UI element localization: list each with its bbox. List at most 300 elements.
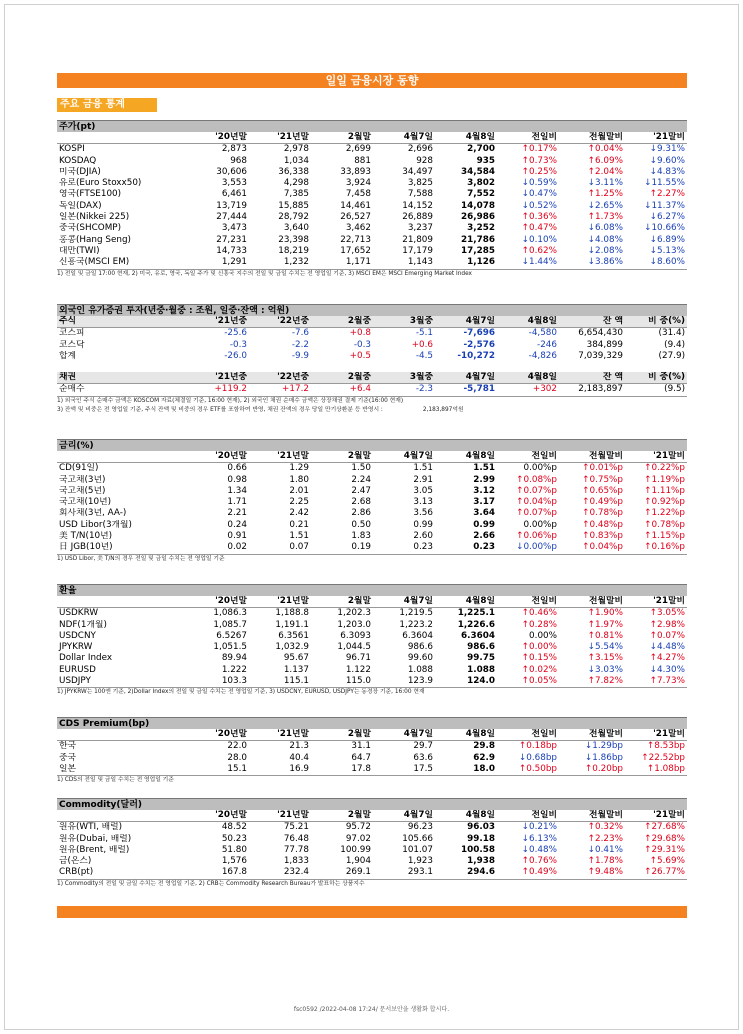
section-header: CDS Premium(bp) [57,717,687,729]
table-row [57,856,687,867]
cell-value: 27,444 [216,212,247,223]
cell-value: 3.17 [473,497,495,508]
spacer [57,362,687,372]
cell-value: 1,938 [467,856,495,867]
column-header: 잔 액 [559,372,625,384]
cell-value: 14,733 [216,245,247,256]
cell-value: ↑0.62% [521,245,557,256]
cell-value: 2,978 [283,144,309,155]
table-row [57,520,687,531]
section-header: 금리(%) [57,439,687,451]
column-header: 4월8일 [497,372,559,384]
cell-value: ↑0.07%p [516,485,557,496]
cell-value: ↑0.73% [521,155,557,166]
cell-value: 3,237 [407,223,433,234]
cell-value: ↓10.66% [644,223,685,234]
cell-value: 3,252 [467,223,495,234]
cell-value: ↑1.19%p [644,474,685,485]
cell-value: 33,893 [340,166,371,177]
footnote: 1) JPYKRW는 100엔 기준, 2)Dollar Index의 전일 및 금일 수치는 전 영업일 기준, 3) USDCNY, EURUSD, USDJPY는 동경장 기준, 16:00 현재 [57,687,687,696]
table-row [57,631,687,642]
section-header: 외국인 유가증권 투자(년중·월중 : 조원, 일중·잔액 : 억원) [57,304,687,316]
cell-value: ↑2.98% [649,619,685,630]
table-header-row [57,451,687,463]
cell-value: ↑2.23% [587,833,623,844]
column-header: 전일비 [497,810,559,822]
cell-value: -26.0 [224,350,247,361]
cell-value: 0.99 [473,519,495,530]
row-label: 합계 [59,350,76,361]
cell-value: 6,461 [221,189,247,200]
column-header: '20년말 [187,132,249,144]
cell-value: ↑6.09% [587,155,623,166]
cell-value: 1.088 [407,664,433,675]
data-table [57,810,687,879]
cell-value: ↑26.77% [644,867,685,878]
column-header: 4월7일 [373,132,435,144]
table-row [57,223,687,234]
table-row [57,676,687,687]
cell-value: 29.8 [473,741,495,752]
cell-value: ↓6.89% [649,234,685,245]
cell-value: 2.91 [413,474,433,485]
column-header: '21년말 [249,596,311,608]
cell-value: 1,086.3 [213,608,247,619]
table-row [57,167,687,178]
footnote: 1) CDS의 전일 및 금일 수치는 전 영업일 기준 [57,775,687,784]
commodity-section [57,798,687,888]
cell-value: 95.72 [345,822,371,833]
column-header: 전월말비 [559,451,625,463]
cell-value: 1.51 [473,463,495,474]
cell-value: -7.6 [291,328,309,339]
cell-value: 269.1 [345,867,371,878]
table-row [57,497,687,508]
row-label: 국고채(10년) [59,497,112,508]
cell-value: 21.3 [289,741,309,752]
cell-value: ↑0.22%p [644,463,685,474]
column-header: '21말비 [625,810,687,822]
row-label-header [57,451,187,463]
row-label: 홍콩(Hang Seng) [59,234,131,245]
cell-value: ↓6.08% [587,223,623,234]
data-table [57,132,687,269]
cell-value: +302 [532,384,557,395]
column-header: 4월7일 [373,810,435,822]
cell-value: ↓9.31% [649,144,685,155]
cell-value: 2.21 [227,508,247,519]
cell-value: ↑1.90% [587,608,623,619]
cell-value: 3,640 [283,223,309,234]
cell-value: ↑8.53bp [646,741,685,752]
cell-value: ↑7.82% [587,676,623,687]
cell-value: 1.83 [351,531,371,542]
column-header: 2월말 [311,810,373,822]
cell-value: -2.2 [291,339,309,350]
cell-value: ↑0.25% [521,166,557,177]
table-row [57,475,687,486]
cell-value: ↓0.68bp [518,752,557,763]
cell-value: ↓4.30% [649,664,685,675]
cell-value: +17.2 [282,384,309,395]
cell-value: ↑0.36% [521,212,557,223]
row-label: USDKRW [59,608,99,619]
row-label: CD(91일) [59,463,99,474]
table-header-row [57,810,687,822]
cell-value: 6.5267 [216,630,247,641]
section-header: Commodity(달러) [57,798,687,810]
column-header: 전월말비 [559,729,625,741]
page-title: 일일 금융시장 동향 [57,73,687,88]
cell-value: 22.0 [227,741,247,752]
cell-value: ↑0.32% [587,822,623,833]
cell-value: ↑0.05% [521,676,557,687]
cell-value: 99.75 [467,653,495,664]
cell-value: 294.6 [467,867,495,878]
cell-value: 0.23 [473,542,495,553]
cell-value: 935 [476,155,495,166]
cell-value: 89.94 [221,653,247,664]
row-label: Dollar Index [59,653,113,664]
column-header: '20년말 [187,729,249,741]
table-row [57,764,687,775]
cell-value: 0.24 [227,519,247,530]
table-row [57,340,687,351]
column-header: 잔 액 [559,316,625,328]
cell-value: ↑3.05% [649,608,685,619]
cell-value: 0.00%p [523,519,557,530]
cell-value: 14,152 [402,200,433,211]
row-label: 원유(WTI, 배럴) [59,822,123,833]
cell-value: 6.3561 [278,630,309,641]
row-label: 미국(DJIA) [59,166,101,177]
cell-value: 1,923 [407,856,433,867]
cell-value: -4.5 [415,350,433,361]
cell-value: 100.58 [461,844,495,855]
table-row [57,384,687,396]
cell-value: 115.1 [283,676,309,687]
data-table [57,729,687,775]
table-row [57,463,687,475]
cell-value: 3.56 [413,508,433,519]
cell-value: ↑3.15% [587,653,623,664]
cell-value: 3,825 [407,178,433,189]
cell-value: 99.60 [407,653,433,664]
cell-value: ↓1.86bp [584,752,623,763]
cell-value: 7,588 [407,189,433,200]
column-header: 전일비 [497,132,559,144]
table-header-row [57,316,687,328]
cell-value: 986.6 [467,642,495,653]
cell-value: 1.29 [289,463,309,474]
cell-value: 1.34 [227,485,247,496]
cell-value: ↓2.65% [587,200,623,211]
cell-value: 3,802 [467,178,495,189]
table-header-row [57,372,687,384]
cell-value: 3,553 [221,178,247,189]
cell-value: ↑0.81% [587,630,623,641]
cell-value: ↓4.08% [587,234,623,245]
cell-value: 96.23 [407,822,433,833]
row-label: USDJPY [59,676,91,687]
row-label: 독일(DAX) [59,200,102,211]
cell-value: 95.67 [283,653,309,664]
cell-value: ↑0.28% [521,619,557,630]
cell-value: ↑0.08%p [516,474,557,485]
cell-value: 14,078 [461,200,495,211]
data-table [57,372,687,396]
cell-value: 1.51 [413,463,433,474]
column-header: 2월중 [311,316,373,328]
cell-value: ↑0.15% [521,653,557,664]
cell-value: ↑0.76% [521,856,557,867]
column-header: '22년중 [249,372,311,384]
footnote-text: 3) 잔액 및 비중은 전 영업일 기준, 주식 잔액 및 비중의 경우 ETF를 포함하여 반영, 채권 잔액의 경우 당일 만기상환분 등 반영시 : [57,406,383,413]
cell-value: 1,291 [221,257,247,268]
cell-value: 21,786 [461,234,495,245]
table-row [57,351,687,362]
cell-value: 2.01 [289,485,309,496]
column-header: '22년중 [249,316,311,328]
cell-value: ↑7.73% [649,676,685,687]
cell-value: 7,458 [345,189,371,200]
bottom-bar [57,906,687,918]
cell-value: 0.91 [227,531,247,542]
cell-value: (9.4) [664,339,685,350]
cell-value: ↓9.60% [649,155,685,166]
cell-value: 0.19 [351,542,371,553]
column-header: '21말비 [625,596,687,608]
cell-value: 1,219.5 [399,608,433,619]
cell-value: ↓0.59% [521,178,557,189]
cell-value: -0.3 [229,339,247,350]
cell-value: 2,696 [407,144,433,155]
cell-value: ↓3.86% [587,257,623,268]
cell-value: ↓0.47% [521,189,557,200]
table-row [57,212,687,223]
column-header: 전일비 [497,729,559,741]
cell-value: 124.0 [467,676,495,687]
row-label: USDCNY [59,630,96,641]
cell-value: ↑0.65%p [582,485,623,496]
cell-value: (9.5) [664,384,685,395]
cell-value: 1,202.3 [337,608,371,619]
row-label: CRB(pt) [59,867,94,878]
cell-value: ↑29.68% [644,833,685,844]
column-header: 2월말 [311,729,373,741]
cell-value: 881 [354,155,371,166]
cell-value: 1,171 [345,257,371,268]
cell-value: ↓8.60% [649,257,685,268]
cell-value: 1.137 [283,664,309,675]
cell-value: ↑0.75%p [582,474,623,485]
cell-value: 0.99 [413,519,433,530]
cell-value: ↑0.46% [521,608,557,619]
row-label-header: 주식 [57,316,187,328]
cell-value: ↑0.17% [521,144,557,155]
section-subtitle: 주요 금융 통계 [57,98,157,112]
cell-value: 1,188.8 [275,608,309,619]
cell-value: 1,904 [345,856,371,867]
cell-value: 50.23 [221,833,247,844]
table-header-row [57,132,687,144]
cell-value: ↑22.52bp [641,752,685,763]
section-header: 환율 [57,584,687,596]
cell-value: -10,272 [457,350,495,361]
cell-value: 15.1 [227,763,247,774]
cell-value: 3,462 [345,223,371,234]
cell-value: 1,833 [283,856,309,867]
row-label: 유로(Euro Stoxx50) [59,178,142,189]
row-label-header [57,810,187,822]
cell-value: 0.02 [227,542,247,553]
row-label-header: 채권 [57,372,187,384]
table-header-row [57,596,687,608]
row-label: 국고채(3년) [59,474,106,485]
cell-value: +0.8 [349,328,371,339]
cell-value: 1,143 [407,257,433,268]
cell-value: ↓4.48% [649,642,685,653]
cell-value: ↓6.13% [521,833,557,844]
column-header: '20년말 [187,810,249,822]
cell-value: 2,700 [467,144,495,155]
data-table [57,451,687,554]
cell-value: 4,298 [283,178,309,189]
cell-value: ↑0.07%p [516,508,557,519]
column-header: '21년말 [249,810,311,822]
cell-value: 101.07 [402,844,433,855]
cell-value: 36,338 [278,166,309,177]
cell-value: ↑1.73% [587,212,623,223]
cell-value: -9.9 [291,350,309,361]
cell-value: 3.05 [413,485,433,496]
cell-value: ↑0.83%p [582,531,623,542]
cell-value: 16.9 [289,763,309,774]
cell-value: 1,044.5 [337,642,371,653]
cell-value: 986.6 [407,642,433,653]
cell-value: 28,792 [278,212,309,223]
row-label: 美 T/N(10년) [59,531,113,542]
cell-value: 3,924 [345,178,371,189]
cell-value: 6.3604 [461,630,495,641]
cell-value: ↑0.78%p [644,519,685,530]
data-table [57,596,687,687]
cell-value: ↓0.48% [521,844,557,855]
cell-value: 26,527 [340,212,371,223]
cell-value: ↓0.21% [521,822,557,833]
column-header: 4월7일 [373,729,435,741]
cell-value: 1,226.6 [457,619,495,630]
cell-value: ↑4.27% [649,653,685,664]
cell-value: 23,398 [278,234,309,245]
column-header: '21말비 [625,729,687,741]
cell-value: 3.64 [473,508,495,519]
cell-value: ↑0.04%p [516,497,557,508]
cell-value: 1,191.1 [275,619,309,630]
cell-value: 2.25 [289,497,309,508]
cell-value: 28.0 [227,752,247,763]
row-label: 일본 [59,763,76,774]
cell-value: 2.47 [351,485,371,496]
cell-value: 17.8 [351,763,371,774]
cell-value: ↓5.13% [649,245,685,256]
cell-value: -2,576 [463,339,495,350]
table-row [57,235,687,246]
table-row [57,822,687,834]
cell-value: ↓11.37% [644,200,685,211]
column-header: 2월말 [311,451,373,463]
cell-value: 97.02 [345,833,371,844]
cell-value: 14,461 [340,200,371,211]
table-row [57,531,687,542]
column-header: 전월말비 [559,132,625,144]
row-label: 日 JGB(10년) [59,542,113,553]
cell-value: -5.1 [415,328,433,339]
row-label: 코스닥 [59,339,85,350]
cell-value: 40.4 [289,752,309,763]
cell-value: 7,552 [467,189,495,200]
table-row [57,653,687,664]
row-label: 한국 [59,741,76,752]
cell-value: 103.3 [221,676,247,687]
cell-value: ↑0.18bp [518,741,557,752]
cell-value: 3.12 [473,485,495,496]
fx-section [57,584,687,696]
cell-value: 26,889 [402,212,433,223]
table-row [57,867,687,878]
cell-value: 96.03 [467,822,495,833]
row-label: 원유(Brent, 배럴) [59,844,130,855]
cell-value: ↓0.10% [521,234,557,245]
cell-value: 75.21 [283,822,309,833]
column-header: 4월8일 [497,316,559,328]
cell-value: ↓0.52% [521,200,557,211]
cell-value: ↓3.11% [587,178,623,189]
cell-value: 1.50 [351,463,371,474]
cell-value: ↑0.06%p [516,531,557,542]
cell-value: 0.23 [413,542,433,553]
cell-value: 2.60 [413,531,433,542]
cell-value: ↑0.00% [521,642,557,653]
footnote [57,405,687,415]
row-label: EURUSD [59,664,96,675]
cell-value: 22,713 [340,234,371,245]
row-label: 일본(Nikkei 225) [59,212,130,223]
interest-rate-section [57,439,687,563]
table-row [57,665,687,676]
footnote: 1) 외국인 주식 순매수 금액은 KOSCOM 자료(체결일 기준, 16:00 현재), 2) 외국인 채권 순매수 금액은 상장채권 결제 기준(16:00 현재) [57,396,687,405]
cell-value: 51.80 [221,844,247,855]
cell-value: ↑0.50bp [518,763,557,774]
cell-value: ↑0.78%p [582,508,623,519]
cell-value: 34,584 [461,166,495,177]
cell-value: ↑0.04%p [582,542,623,553]
cell-value: 123.9 [407,676,433,687]
cell-value: 1.71 [227,497,247,508]
cell-value: ↑0.01%p [582,463,623,474]
cell-value: (27.9) [658,350,685,361]
column-header: '21년말 [249,729,311,741]
column-header: 전월말비 [559,810,625,822]
cell-value: ↓5.54% [587,642,623,653]
footnote: 1) Commodity의 전일 및 금일 수치는 전 영업일 기준, 2) CRB는 Commodity Research Bureau가 발표하는 상품지수 [57,879,687,888]
cell-value: 1,126 [467,257,495,268]
row-label: 순매수 [59,384,85,395]
cell-value: 6.3093 [340,630,371,641]
data-table [57,316,687,362]
cell-value: 31.1 [351,741,371,752]
table-row [57,741,687,753]
